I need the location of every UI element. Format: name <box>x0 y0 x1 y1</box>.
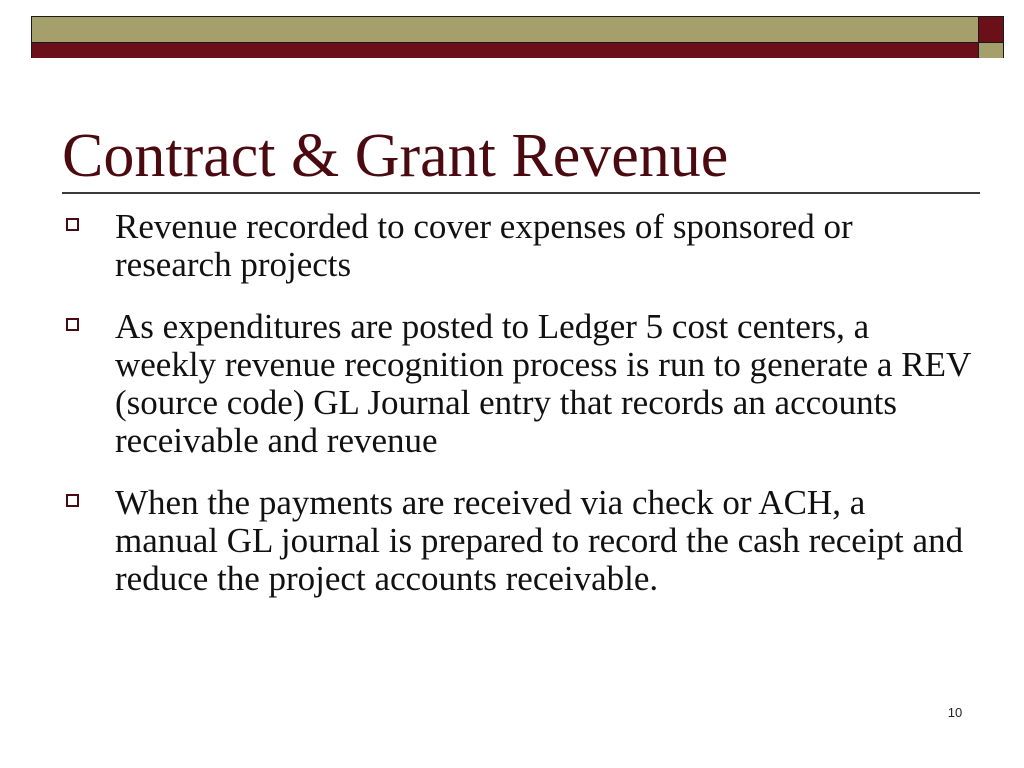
title-divider <box>62 192 980 194</box>
corner-maroon-square <box>979 17 1003 43</box>
banner-corner-block <box>978 16 1004 58</box>
bullet-text: When the payments are received via check or ACH, a manual GL journal is prepared to record the cash receipt and reduce the project accounts receivable. <box>115 483 964 598</box>
hollow-square-icon <box>66 494 79 507</box>
page-number: 10 <box>947 705 963 720</box>
hollow-square-icon <box>66 318 79 331</box>
hollow-square-icon <box>66 218 79 231</box>
bullet-text: As expenditures are posted to Ledger 5 cost centers, a weekly revenue recognition process is run to generate a REV (source code) GL Journal entry that records an accounts receivable and revenue <box>115 307 971 460</box>
bullet-item <box>62 308 972 460</box>
corner-olive-square <box>979 43 1003 58</box>
banner-olive-stripe <box>32 17 978 43</box>
slide-title: Contract & Grant Revenue <box>62 122 729 190</box>
bullet-list <box>62 208 972 622</box>
bullet-item <box>62 208 972 284</box>
banner-maroon-stripe <box>32 43 978 58</box>
top-banner <box>31 16 979 58</box>
bullet-item <box>62 484 972 598</box>
bullet-text: Revenue recorded to cover expenses of sponsored or research projects <box>115 207 853 284</box>
